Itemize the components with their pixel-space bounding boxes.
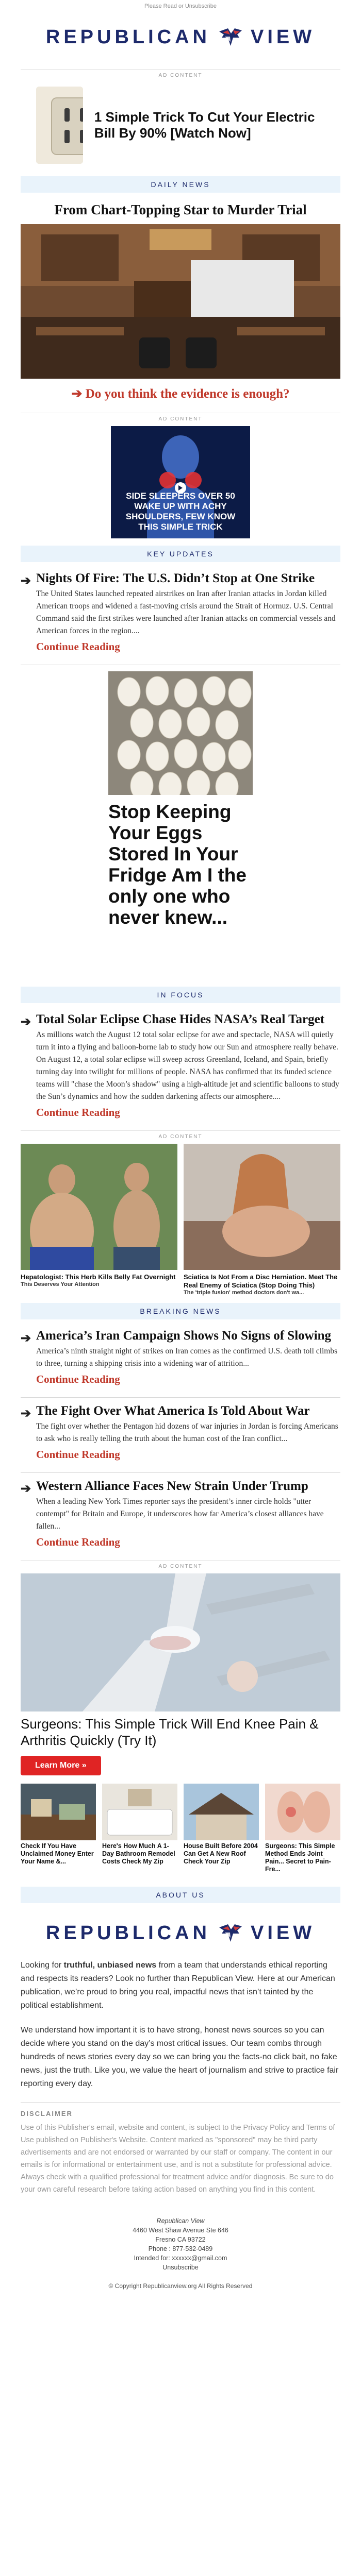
article-breaking-2: [21, 1404, 340, 1461]
ad-label: AD CONTENT: [21, 413, 340, 422]
article-title[interactable]: America’s Iran Campaign Shows No Signs of Slowing: [36, 1329, 332, 1343]
money-image: [21, 1784, 96, 1840]
about-paragraph-2: We understand how important it is to have strong, honest news sources so you can decide where you stand on the day’s most critical issues. Our team combs through hundreds of news stories every day so we can bring you the facts-no click bait, no fake news, just the truth. Like you, we value the heart of journalism and strive to practice fair reporting every day.: [21, 2026, 339, 2088]
disclaimer-title: DISCLAIMER: [21, 2110, 73, 2117]
eagle-logo-icon: [218, 1922, 243, 1944]
eagle-logo-icon: [218, 26, 243, 48]
ad-side-sleepers[interactable]: [111, 426, 250, 538]
disclaimer-text: Use of this Publisher's email, website and content, is subject to the Privacy Policy and Terms of Use published on Publisher's Website. Content marked as "sponsored" may be third party advertisements and are not endorsed or warranted by our staff or company. The content in our emails is for informational or entertainment use, and is not a substitute for professional advice. Always check with a qualified professional for treatment advice and/or diagnosis. Be sure to do your own careful research before taking action based on anything you find in this content.: [21, 2124, 335, 2194]
continue-reading-link[interactable]: Continue Reading: [36, 1536, 120, 1548]
arrow-right-icon: ➔: [21, 1482, 31, 1496]
ad-bathroom[interactable]: [102, 1784, 177, 1873]
ad-pair: [21, 1144, 340, 1296]
ad-roof-text: House Built Before 2004 Can Get A New Roof Check Your Zip: [184, 1842, 258, 1865]
about-text: [21, 1959, 340, 2091]
bathroom-image: [102, 1784, 177, 1840]
article-in-focus: [21, 1012, 340, 1119]
article-title[interactable]: Total Solar Eclipse Chase Hides NASA’s Real Target: [36, 1012, 325, 1026]
brand-word-right: VIEW: [251, 26, 316, 48]
article-text: The United States launched repeated airstrikes on Iran after Iranian attacks in Jordan killed American troops and widened a fast-moving crisis around the Strait of Hormuz. U.S. Central Command said the first strikes were launched after Iranian attacks on commercial vessels and American forces in the region....: [36, 589, 336, 635]
ad-unclaimed-money[interactable]: [21, 1784, 96, 1873]
roof-image: [184, 1784, 259, 1840]
continue-reading-link[interactable]: Continue Reading: [36, 1106, 120, 1118]
ad-grid: [21, 1784, 340, 1873]
ad-belly-fat-headline: Hepatologist: This Herb Kills Belly Fat Overnight: [21, 1273, 176, 1281]
footer-intended: Intended for: xxxxxx@gmail.com: [134, 2255, 227, 2262]
article-text: As millions watch the August 12 total solar eclipse for awe and spectacle, NASA will quietly turn it into a flying and balloon-borne lab to study how our Sun and atmosphere really behave. On August 12, a total solar eclipse will sweep across Greenland, Iceland, and Spain, briefly turning day into twilight for millions of people. NASA has confirmed that its funded science teams will "chase the Moon’s shadow" using a high-altitude jet and scientific balloons to study the Sun’s dynamics and how the sudden darkening affects our atmosphere....: [36, 1030, 339, 1101]
ad-belly-fat[interactable]: [21, 1144, 177, 1296]
feature-cta-link[interactable]: ➔ Do you think the evidence is enough?: [71, 387, 290, 401]
article-title[interactable]: Nights Of Fire: The U.S. Didn’t Stop at One Strike: [36, 571, 315, 585]
ad-label: AD CONTENT: [21, 69, 340, 78]
ad-roof[interactable]: [184, 1784, 259, 1873]
outlet-image: [36, 87, 83, 164]
ad-sciatica[interactable]: [184, 1144, 340, 1296]
divider: [21, 1472, 340, 1473]
ad-joint-pain-text: Surgeons: This Simple Method Ends Joint Pain... Secret to Pain-Fre...: [265, 1842, 335, 1873]
arrow-right-icon: ➔: [21, 1015, 31, 1029]
article-text: America’s ninth straight night of strikes on Iran comes as the confirmed U.S. death toll climbs to three, turning a shipping crisis into a widening war of attrition...: [36, 1347, 338, 1368]
divider: [21, 1397, 340, 1398]
footer-copyright: © Copyright Republicanview.org All Rights Reserved: [108, 2282, 253, 2290]
ad-knee-title: Surgeons: This Simple Trick Will End Knee Pain & Arthritis Quickly (Try It): [21, 1716, 319, 1748]
preheader: [0, 0, 361, 16]
section-in-focus: IN FOCUS: [21, 987, 340, 1003]
ad-sciatica-headline: Sciatica Is Not From a Disc Herniation. Meet The Real Enemy of Sciatica (Stop Doing This): [184, 1273, 338, 1289]
ad-label: AD CONTENT: [21, 1560, 340, 1569]
section-breaking-news: BREAKING NEWS: [21, 1303, 340, 1319]
brand-logo[interactable]: [0, 16, 361, 58]
footer-phone: Phone : 877-532-0489: [148, 2245, 213, 2252]
article-title[interactable]: The Fight Over What America Is Told About War: [36, 1404, 310, 1418]
courtroom-image[interactable]: [21, 224, 340, 379]
ad-sciatica-sub: The 'triple fusion' method doctors don't wa...: [184, 1290, 304, 1296]
ad-label: AD CONTENT: [21, 1130, 340, 1140]
divider: [21, 2102, 340, 2103]
ad-electric-bill[interactable]: [21, 82, 340, 169]
arrow-right-icon: ➔: [21, 574, 31, 588]
section-key-updates: KEY UPDATES: [21, 546, 340, 562]
article-key-update: [21, 571, 340, 653]
belly-image: [21, 1144, 177, 1270]
learn-more-button[interactable]: Learn More »: [21, 1756, 101, 1775]
about-paragraph-1: Looking for truthful, unbiased news from a team that understands ethical reporting and respects its readers? Look no further than Republican View. Here at our American publication, we’re proud to bring you real, impactful news that isn’t tainted by the political establishment.: [21, 1961, 335, 2010]
joint-image: [265, 1784, 340, 1840]
continue-reading-link[interactable]: Continue Reading: [36, 640, 120, 653]
footer-city: Fresno CA 93722: [155, 2236, 206, 2243]
brand-logo-footer[interactable]: [21, 1912, 340, 1954]
ad-eggs-text: Stop Keeping Your Eggs Stored In Your Fridge Am I the only one who never knew...: [108, 801, 247, 928]
preheader-link[interactable]: Please Read or Unsubscribe: [144, 3, 217, 9]
knee-image: [21, 1573, 340, 1711]
footer-name: Republican View: [156, 2217, 205, 2225]
article-breaking-1: [21, 1329, 340, 1386]
arrow-right-icon: ➔: [21, 1406, 31, 1420]
ad-bathroom-text: Here's How Much A 1-Day Bathroom Remodel Costs Check My Zip: [102, 1842, 175, 1865]
eggs-image: [108, 671, 253, 795]
ad-electric-headline: 1 Simple Trick To Cut Your Electric Bill By 90% [Watch Now]: [94, 109, 315, 141]
ad-side-sleepers-text: SIDE SLEEPERS OVER 50 WAKE UP WITH ACHY SHOULDERS, FEW KNOW THIS SIMPLE TRICK: [125, 491, 236, 532]
ad-eggs[interactable]: [108, 671, 253, 928]
ad-belly-fat-sub: This Deserves Your Attention: [21, 1281, 100, 1287]
ad-knee[interactable]: [21, 1573, 340, 1784]
arrow-right-icon: ➔: [21, 1331, 31, 1345]
section-about-us: ABOUT US: [21, 1887, 340, 1903]
article-title[interactable]: Western Alliance Faces New Strain Under Trump: [36, 1479, 308, 1493]
ad-unclaimed-money-text: Check If You Have Unclaimed Money Enter Your Name &...: [21, 1842, 94, 1865]
brand-word-left: REPUBLICAN: [45, 26, 210, 48]
section-daily-news: DAILY NEWS: [21, 176, 340, 193]
unsubscribe-link[interactable]: Unsubscribe: [162, 2264, 199, 2271]
article-text: The fight over whether the Pentagon hid dozens of war injuries in Jordan is forcing Americans to ask who is really telling the truth about the human cost of the Iran conflict...: [36, 1422, 338, 1443]
brand-word-right: VIEW: [251, 1922, 316, 1944]
article-text: When a leading New York Times reporter says the president’s inner circle holds "utter contempt" for Britain and Europe, it underscores how far America’s closest alliances have fallen...: [36, 1497, 324, 1531]
brand-word-left: REPUBLICAN: [45, 1922, 210, 1944]
footer: [21, 2216, 340, 2291]
ad-joint-pain[interactable]: [265, 1784, 340, 1873]
continue-reading-link[interactable]: Continue Reading: [36, 1448, 120, 1461]
article-breaking-3: [21, 1479, 340, 1549]
continue-reading-link[interactable]: Continue Reading: [36, 1373, 120, 1385]
footer-address: 4460 West Shaw Avenue Ste 646: [133, 2227, 228, 2234]
sciatica-image: [184, 1144, 340, 1270]
feature-title[interactable]: From Chart-Topping Star to Murder Trial: [54, 202, 307, 217]
